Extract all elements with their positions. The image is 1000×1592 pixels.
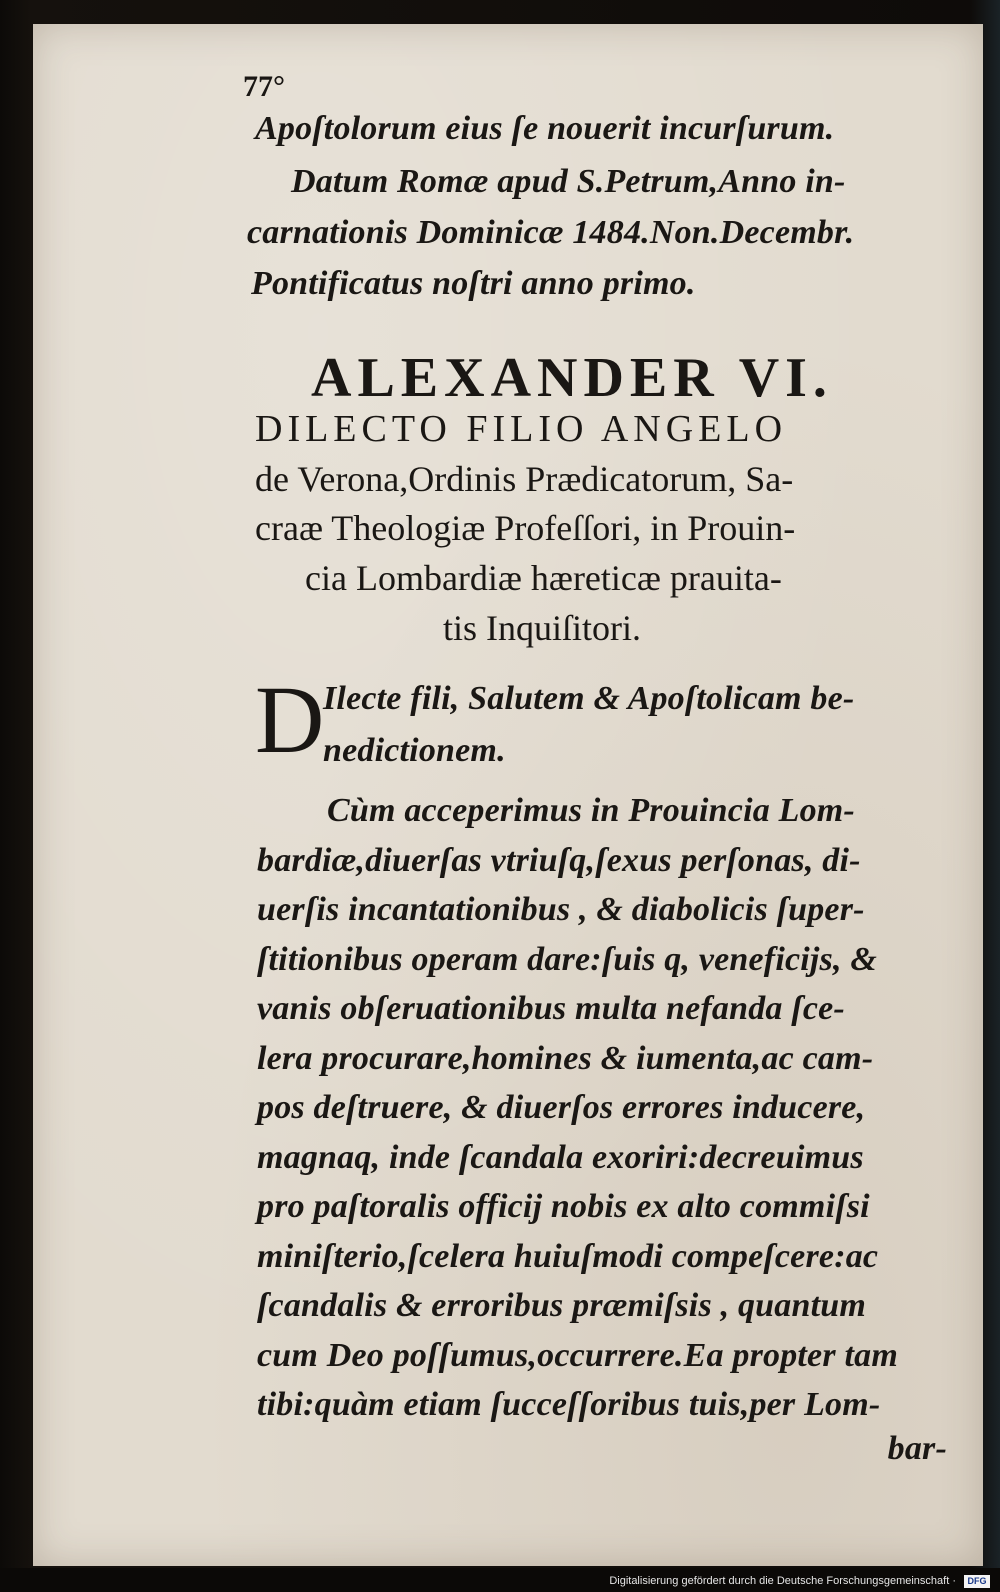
address-line: cia Lombardiæ hæreticæ prauita- xyxy=(305,558,782,598)
body-line: Cùm acceperimus in Prouincia Lom- xyxy=(327,792,855,829)
text-line: Pontificatus noſtri anno primo. xyxy=(251,265,696,302)
text-line: carnationis Dominicæ 1484.Non.Decembr. xyxy=(247,214,855,251)
address-line: craæ Theologiæ Profeſſori, in Prouin- xyxy=(255,508,796,548)
address-line: tis Inquiſitori. xyxy=(443,608,641,648)
body-line: lera procurare,homines & iumenta,ac cam- xyxy=(257,1040,874,1077)
body-line: uerſis incantationibus , & diabolicis ſuper- xyxy=(257,891,865,928)
body-line: ſcandalis & erroribus præmiſsis , quantum xyxy=(257,1287,866,1324)
salutation-line: Ilecte fili, Salutem & Apoſtolicam be- xyxy=(323,680,855,717)
body-line: cum Deo poſſumus,occurrere.Ea propter tam xyxy=(257,1337,898,1374)
section-heading: ALEXANDER VI. xyxy=(311,347,833,409)
body-line: vanis obſeruationibus multa nefanda ſce- xyxy=(257,990,845,1027)
page-number: 77° xyxy=(243,70,285,103)
address-line: DILECTO FILIO ANGELO xyxy=(255,408,788,450)
text-line: Apoſtolorum eius ſe nouerit incurſurum. xyxy=(255,110,835,147)
text-line: Datum Romæ apud S.Petrum,Anno in- xyxy=(291,163,846,200)
salutation-line: nedictionem. xyxy=(323,732,506,769)
address-line: de Verona,Ordinis Prædicatorum, Sa- xyxy=(255,459,794,499)
book-page xyxy=(33,24,983,1566)
body-line: magnaq, inde ſcandala exoriri:decreuimus xyxy=(257,1139,864,1176)
dfg-logo: DFG xyxy=(964,1575,990,1588)
body-line: tibi:quàm etiam ſucceſſoribus tuis,per Lom- xyxy=(257,1386,881,1423)
body-line: ſtitionibus operam dare:ſuis q, veneficijs, & xyxy=(257,941,878,978)
funding-credit: Digitalisierung gefördert durch die Deutsche Forschungsgemeinschaft · xyxy=(609,1575,956,1587)
body-line: pos deſtruere, & diuerſos errores inducere, xyxy=(257,1089,866,1126)
drop-cap: D xyxy=(255,666,325,773)
catchword: bar- xyxy=(887,1430,947,1467)
body-line: pro paſtoralis officij nobis ex alto commiſsi xyxy=(257,1188,870,1225)
footer-bar xyxy=(0,1568,1000,1592)
body-line: bardiæ,diuerſas vtriuſq,ſexus perſonas, di- xyxy=(257,842,861,879)
body-line: miniſterio,ſcelera huiuſmodi compeſcere:ac xyxy=(257,1238,879,1275)
